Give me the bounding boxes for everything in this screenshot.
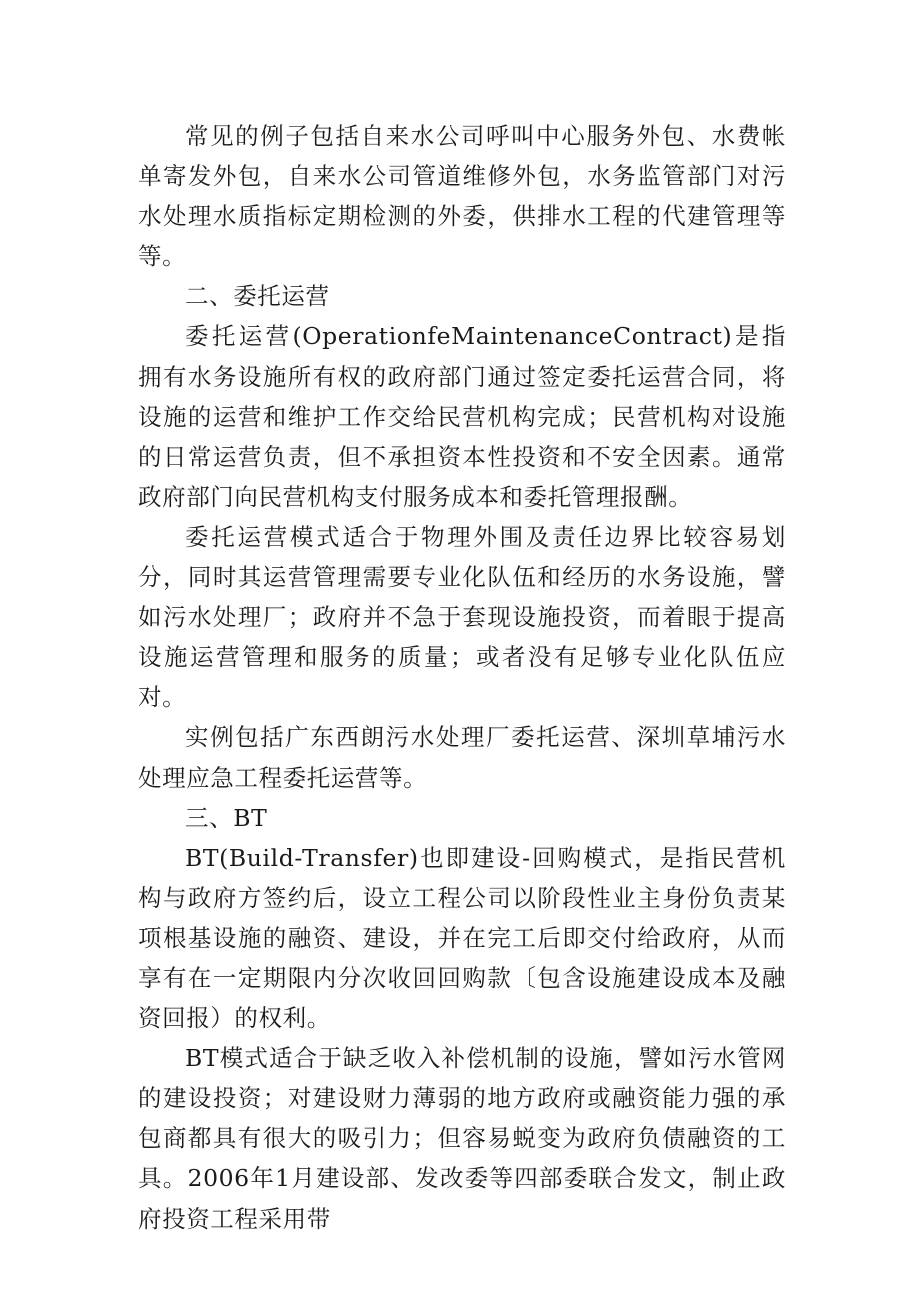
paragraph-entrusted-operation-examples: 实例包括广东西朗污水处理厂委托运营、深圳草埔污水处理应急工程委托运营等。 bbox=[138, 723, 786, 792]
section-heading-entrusted-operation: 二、委托运营 bbox=[185, 282, 330, 311]
paragraph-bt-definition: BT(Build-Transfer)也即建设-回购模式，是指民营机构与政府方签约后，设立工程公司以阶段性业主身份负责某项根基设施的融资、建设，并在完工后即交付给政府，从而享有在一定期限内分次收回回购款〔包含设施建设成本及融资回报）的权利。 bbox=[138, 843, 786, 1033]
paragraph-bt-suitability: BT模式适合于缺乏收入补偿机制的设施，譬如污水管网的建设投资；对建设财力薄弱的地方政府或融资能力强的承包商都具有很大的吸引力；但容易蜕变为政府负债融资的工具。2006年1月建设部、发改委等四部委联合发文，制止政府投资工程采用带 bbox=[138, 1044, 786, 1233]
paragraph-entrusted-operation-suitability: 委托运营模式适合于物理外围及责任边界比较容易划分，同时其运营管理需要专业化队伍和经历的水务设施，譬如污水处理厂；政府并不急于套现设施投资，而着眼于提高设施运营管理和服务的质量；或者没有足够专业化队伍应对。 bbox=[138, 522, 786, 712]
section-heading-bt: 三、BT bbox=[185, 803, 268, 832]
document-body bbox=[138, 116, 786, 1239]
paragraph-examples: 常见的例子包括自来水公司呼叫中心服务外包、水费帐单寄发外包，自来水公司管道维修外包，水务监管部门对污水处理水质指标定期检测的外委，供排水工程的代建管理等等。 bbox=[138, 122, 786, 271]
paragraph-entrusted-operation-definition: 委托运营(OperationfeMaintenanceContract)是指拥有水务设施所有权的政府部门通过签定委托运营合同，将设施的运营和维护工作交给民营机构完成；民营机构对设施的日常运营负责，但不承担资本性投资和不安全因素。通常政府部门向民营机构支付服务成本和委托管理报酬。 bbox=[138, 322, 786, 511]
